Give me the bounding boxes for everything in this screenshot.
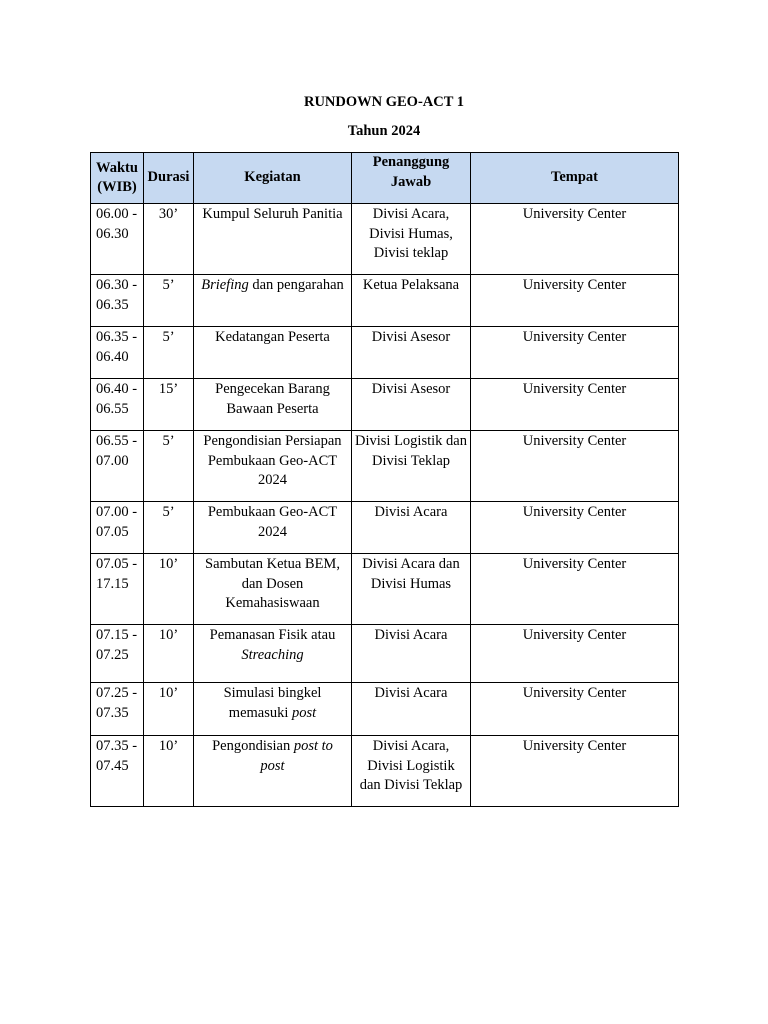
pj-line: Divisi Acara: [374, 627, 448, 643]
waktu-line: 06.35: [96, 296, 129, 313]
kegiatan-text: Sambutan Ketua BEM,: [205, 556, 340, 572]
kegiatan-line: [196, 646, 349, 666]
table-row: [91, 275, 679, 327]
cell-kegiatan: [194, 683, 352, 736]
pj-line: Ketua Pelaksana: [362, 277, 460, 293]
kegiatan-italic-text: post: [260, 757, 285, 774]
document-title: RUNDOWN GEO-ACT 1: [303, 94, 465, 110]
pj-line: Divisi Acara: [374, 504, 448, 520]
waktu-line: 07.25: [96, 646, 129, 663]
kegiatan-italic-text: Briefing: [201, 277, 249, 293]
cell-tempat: University Center: [471, 502, 679, 554]
kegiatan-line: [196, 594, 349, 614]
kegiatan-text: Pembukaan Geo-ACT: [207, 504, 338, 520]
cell-tempat: University Center: [471, 327, 679, 379]
pj-line: Divisi Acara,: [372, 206, 450, 222]
kegiatan-text: Pengondisian: [212, 738, 294, 754]
cell-kegiatan: [194, 275, 352, 327]
cell-durasi: 15’: [144, 379, 194, 431]
cell-durasi: 5’: [144, 275, 194, 327]
pj-line: Divisi teklap: [373, 245, 449, 261]
kegiatan-text: 2024: [258, 472, 287, 488]
header-waktu-line: (WIB): [97, 179, 137, 195]
cell-penanggung-jawab: [352, 736, 471, 807]
cell-kegiatan: [194, 204, 352, 275]
kegiatan-line: [196, 503, 349, 523]
waktu-line: 06.00 -: [96, 206, 138, 222]
cell-durasi: 10’: [144, 625, 194, 683]
waktu-line: 06.30 -: [96, 277, 138, 293]
cell-penanggung-jawab: [352, 554, 471, 625]
header-pj-line: Penanggung: [372, 154, 450, 170]
kegiatan-text: Simulasi bingkel: [223, 685, 322, 701]
kegiatan-line: [196, 471, 349, 491]
waktu-line: 07.05 -: [96, 556, 138, 572]
cell-durasi: 5’: [144, 431, 194, 502]
pj-line: Divisi Acara dan: [362, 556, 460, 572]
kegiatan-line: [196, 704, 349, 724]
waktu-line: 07.35: [96, 704, 129, 721]
kegiatan-text: 2024: [258, 523, 287, 540]
pj-line: Divisi Acara: [374, 685, 448, 701]
pj-line: Divisi Humas: [370, 575, 452, 592]
kegiatan-line: [196, 757, 349, 777]
cell-waktu: [91, 275, 144, 327]
pj-line: Divisi Teklap: [371, 452, 451, 469]
kegiatan-text: Pengondisian Persiapan: [203, 433, 342, 449]
waktu-line: 07.05: [96, 523, 129, 540]
table-header: [91, 153, 679, 204]
table-row: [91, 379, 679, 431]
kegiatan-line: [196, 380, 349, 400]
waktu-line: 07.15 -: [96, 627, 138, 643]
kegiatan-text: Kedatangan Peserta: [215, 329, 330, 345]
kegiatan-text: Pembukaan Geo-ACT: [207, 452, 338, 469]
cell-penanggung-jawab: [352, 204, 471, 275]
kegiatan-line: [196, 575, 349, 595]
kegiatan-line: [196, 684, 349, 704]
cell-penanggung-jawab: [352, 275, 471, 327]
cell-penanggung-jawab: [352, 502, 471, 554]
kegiatan-text: dan Dosen: [241, 575, 304, 592]
kegiatan-text: Kemahasiswaan: [225, 595, 320, 611]
waktu-line: 07.00 -: [96, 504, 138, 520]
cell-penanggung-jawab: [352, 431, 471, 502]
header-waktu: [91, 153, 144, 204]
cell-waktu: [91, 625, 144, 683]
cell-tempat: University Center: [471, 379, 679, 431]
cell-kegiatan: [194, 554, 352, 625]
cell-kegiatan: [194, 736, 352, 807]
cell-waktu: [91, 431, 144, 502]
cell-kegiatan: [194, 431, 352, 502]
waktu-line: 06.40 -: [96, 381, 138, 397]
header-waktu-line: Waktu: [96, 159, 138, 176]
kegiatan-line: [196, 328, 349, 348]
waktu-line: 07.45: [96, 757, 129, 774]
kegiatan-text: memasuki: [228, 704, 293, 721]
table-row: [91, 502, 679, 554]
kegiatan-text: Pemanasan Fisik atau: [209, 627, 336, 643]
cell-waktu: [91, 379, 144, 431]
cell-kegiatan: [194, 379, 352, 431]
cell-kegiatan: [194, 327, 352, 379]
pj-line: Divisi Logistik dan: [355, 433, 467, 449]
cell-penanggung-jawab: [352, 379, 471, 431]
cell-durasi: 5’: [144, 327, 194, 379]
waktu-line: 06.35 -: [96, 329, 138, 345]
waktu-line: 06.40: [96, 348, 129, 365]
cell-penanggung-jawab: [352, 327, 471, 379]
cell-durasi: 10’: [144, 554, 194, 625]
pj-line: Divisi Asesor: [371, 381, 451, 397]
cell-tempat: University Center: [471, 736, 679, 807]
table-row: [91, 431, 679, 502]
cell-durasi: 10’: [144, 736, 194, 807]
pj-line: dan Divisi Teklap: [359, 777, 463, 793]
table-row: [91, 204, 679, 275]
table-row: [91, 683, 679, 736]
cell-waktu: [91, 736, 144, 807]
table-row: [91, 554, 679, 625]
waktu-line: 06.30: [96, 225, 129, 242]
header-pj-line: Jawab: [390, 173, 432, 190]
document-subtitle: Tahun 2024: [347, 123, 421, 139]
kegiatan-italic-text: post: [292, 704, 317, 721]
kegiatan-text: Bawaan Peserta: [226, 400, 319, 417]
header-kegiatan: Kegiatan: [194, 153, 352, 204]
waktu-line: 07.35 -: [96, 738, 138, 754]
header-durasi: Durasi: [144, 153, 194, 204]
header-tempat: Tempat: [471, 153, 679, 204]
kegiatan-line: [196, 276, 349, 296]
kegiatan-line: [196, 432, 349, 452]
cell-waktu: [91, 502, 144, 554]
kegiatan-text: Pengecekan Barang: [215, 381, 330, 397]
table-row: [91, 625, 679, 683]
rundown-table: [90, 152, 679, 807]
cell-tempat: University Center: [471, 683, 679, 736]
cell-durasi: 30’: [144, 204, 194, 275]
cell-waktu: [91, 327, 144, 379]
kegiatan-line: [196, 626, 349, 646]
table-body: [91, 204, 679, 807]
cell-tempat: University Center: [471, 625, 679, 683]
waktu-line: 06.55 -: [96, 433, 138, 449]
kegiatan-line: [196, 452, 349, 472]
cell-durasi: 5’: [144, 502, 194, 554]
pj-line: Divisi Logistik: [367, 757, 455, 774]
kegiatan-text: Kumpul Seluruh Panitia: [202, 206, 343, 222]
cell-durasi: 10’: [144, 683, 194, 736]
cell-penanggung-jawab: [352, 683, 471, 736]
kegiatan-line: [196, 555, 349, 575]
waktu-line: 06.55: [96, 400, 129, 417]
waktu-line: 07.25 -: [96, 685, 138, 701]
kegiatan-text: dan pengarahan: [248, 277, 344, 293]
kegiatan-italic-text: Streaching: [241, 646, 304, 663]
pj-line: Divisi Acara,: [372, 738, 450, 754]
kegiatan-line: [196, 205, 349, 225]
header-row: [91, 153, 679, 204]
table-row: [91, 327, 679, 379]
cell-waktu: [91, 204, 144, 275]
kegiatan-line: [196, 737, 349, 757]
cell-kegiatan: [194, 502, 352, 554]
cell-waktu: [91, 554, 144, 625]
cell-tempat: University Center: [471, 554, 679, 625]
waktu-line: 07.00: [96, 452, 129, 469]
pj-line: Divisi Humas,: [369, 225, 453, 242]
kegiatan-italic-text: post to: [293, 738, 333, 754]
pj-line: Divisi Asesor: [371, 329, 451, 345]
kegiatan-line: [196, 400, 349, 420]
header-penanggung-jawab: [352, 153, 471, 204]
cell-tempat: University Center: [471, 275, 679, 327]
cell-kegiatan: [194, 625, 352, 683]
cell-waktu: [91, 683, 144, 736]
kegiatan-line: [196, 523, 349, 543]
cell-tempat: University Center: [471, 204, 679, 275]
cell-tempat: University Center: [471, 431, 679, 502]
waktu-line: 17.15: [96, 575, 129, 592]
cell-penanggung-jawab: [352, 625, 471, 683]
table-row: [91, 736, 679, 807]
